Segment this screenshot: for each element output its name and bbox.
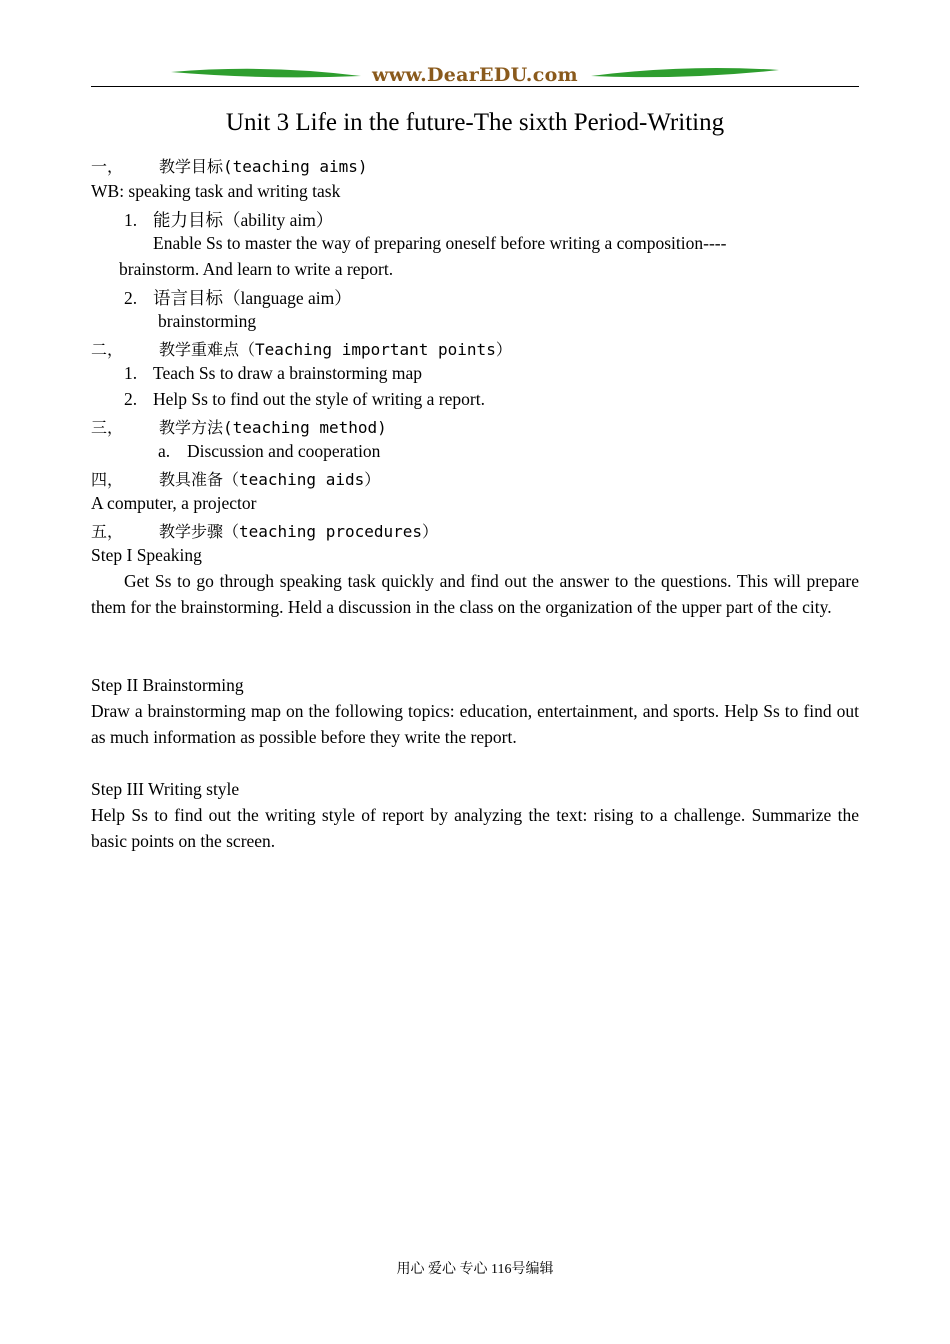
list-number: 2. <box>124 288 138 308</box>
important-point-2 <box>124 389 485 410</box>
section-5-title: 教学步骤（teaching procedures） <box>159 522 439 541</box>
step-3-paragraph: Help Ss to find out the writing style of report by analyzing the text: rising to a challenge. Summarize the basic points on the screen. <box>91 805 859 851</box>
section-2-marker: 二， <box>91 340 124 359</box>
section-2-title: 教学重难点（Teaching important points） <box>159 340 512 359</box>
language-aim-text: brainstorming <box>158 311 257 331</box>
section-4-heading <box>91 467 381 490</box>
step-1-paragraph: Get Ss to go through speaking task quickly and find out the answer to the questions. This will prepare them for the brainstorming. Held a discussion in the class on the organization of the upper part of the city. <box>91 571 859 617</box>
important-point-1-text: Teach Ss to draw a brainstorming map <box>153 363 422 383</box>
method-item-a-text: Discussion and cooperation <box>187 441 381 461</box>
list-number: 2. <box>124 389 138 409</box>
section-4-marker: 四， <box>91 470 124 489</box>
section-3-marker: 三， <box>91 418 124 437</box>
important-point-1 <box>124 363 422 384</box>
step-2-title: Step II Brainstorming <box>91 675 244 695</box>
section-3-heading <box>91 415 387 438</box>
method-item-a <box>158 441 380 462</box>
section-5-heading <box>91 519 439 542</box>
section-1-title: 教学目标(teaching aims) <box>159 157 368 176</box>
page-header <box>91 62 859 90</box>
language-aim-item <box>124 285 352 310</box>
ability-aim-text-line-1: Enable Ss to master the way of preparing oneself before writing a composition---- <box>153 233 727 253</box>
list-number: 1. <box>124 210 138 230</box>
list-letter: a. <box>158 441 171 461</box>
step-1-title: Step I Speaking <box>91 545 202 565</box>
step-3-title: Step III Writing style <box>91 779 240 799</box>
language-aim-label: 语言目标（language aim） <box>153 288 352 308</box>
section-5-marker: 五， <box>91 522 124 541</box>
list-number: 1. <box>124 363 138 383</box>
right-swoosh-decoration <box>591 66 779 82</box>
header-rule <box>91 86 859 87</box>
section-4-title: 教具准备（teaching aids） <box>159 470 381 489</box>
section-1-heading <box>91 154 368 177</box>
section-2-heading <box>91 337 512 360</box>
site-logo: www.DearEDU.com <box>372 64 578 86</box>
section-3-title: 教学方法(teaching method) <box>159 418 387 437</box>
section-1-marker: 一， <box>91 157 124 176</box>
teaching-aids-text: A computer, a projector <box>91 493 257 513</box>
page-footer: 用心 爱心 专心 116号编辑 <box>396 1262 554 1277</box>
ability-aim-text-line-2: brainstorm. And learn to write a report. <box>119 259 394 279</box>
ability-aim-item <box>124 207 333 232</box>
step-2-paragraph: Draw a brainstorming map on the following topics: education, entertainment, and sports. Help Ss to find out as much information as possible before they write the report. <box>91 701 859 747</box>
important-point-2-text: Help Ss to find out the style of writing a report. <box>153 389 485 409</box>
document-title: Unit 3 Life in the future-The sixth Period-Writing <box>225 109 725 136</box>
ability-aim-label: 能力目标（ability aim） <box>153 210 334 230</box>
wb-line: WB: speaking task and writing task <box>91 181 341 201</box>
